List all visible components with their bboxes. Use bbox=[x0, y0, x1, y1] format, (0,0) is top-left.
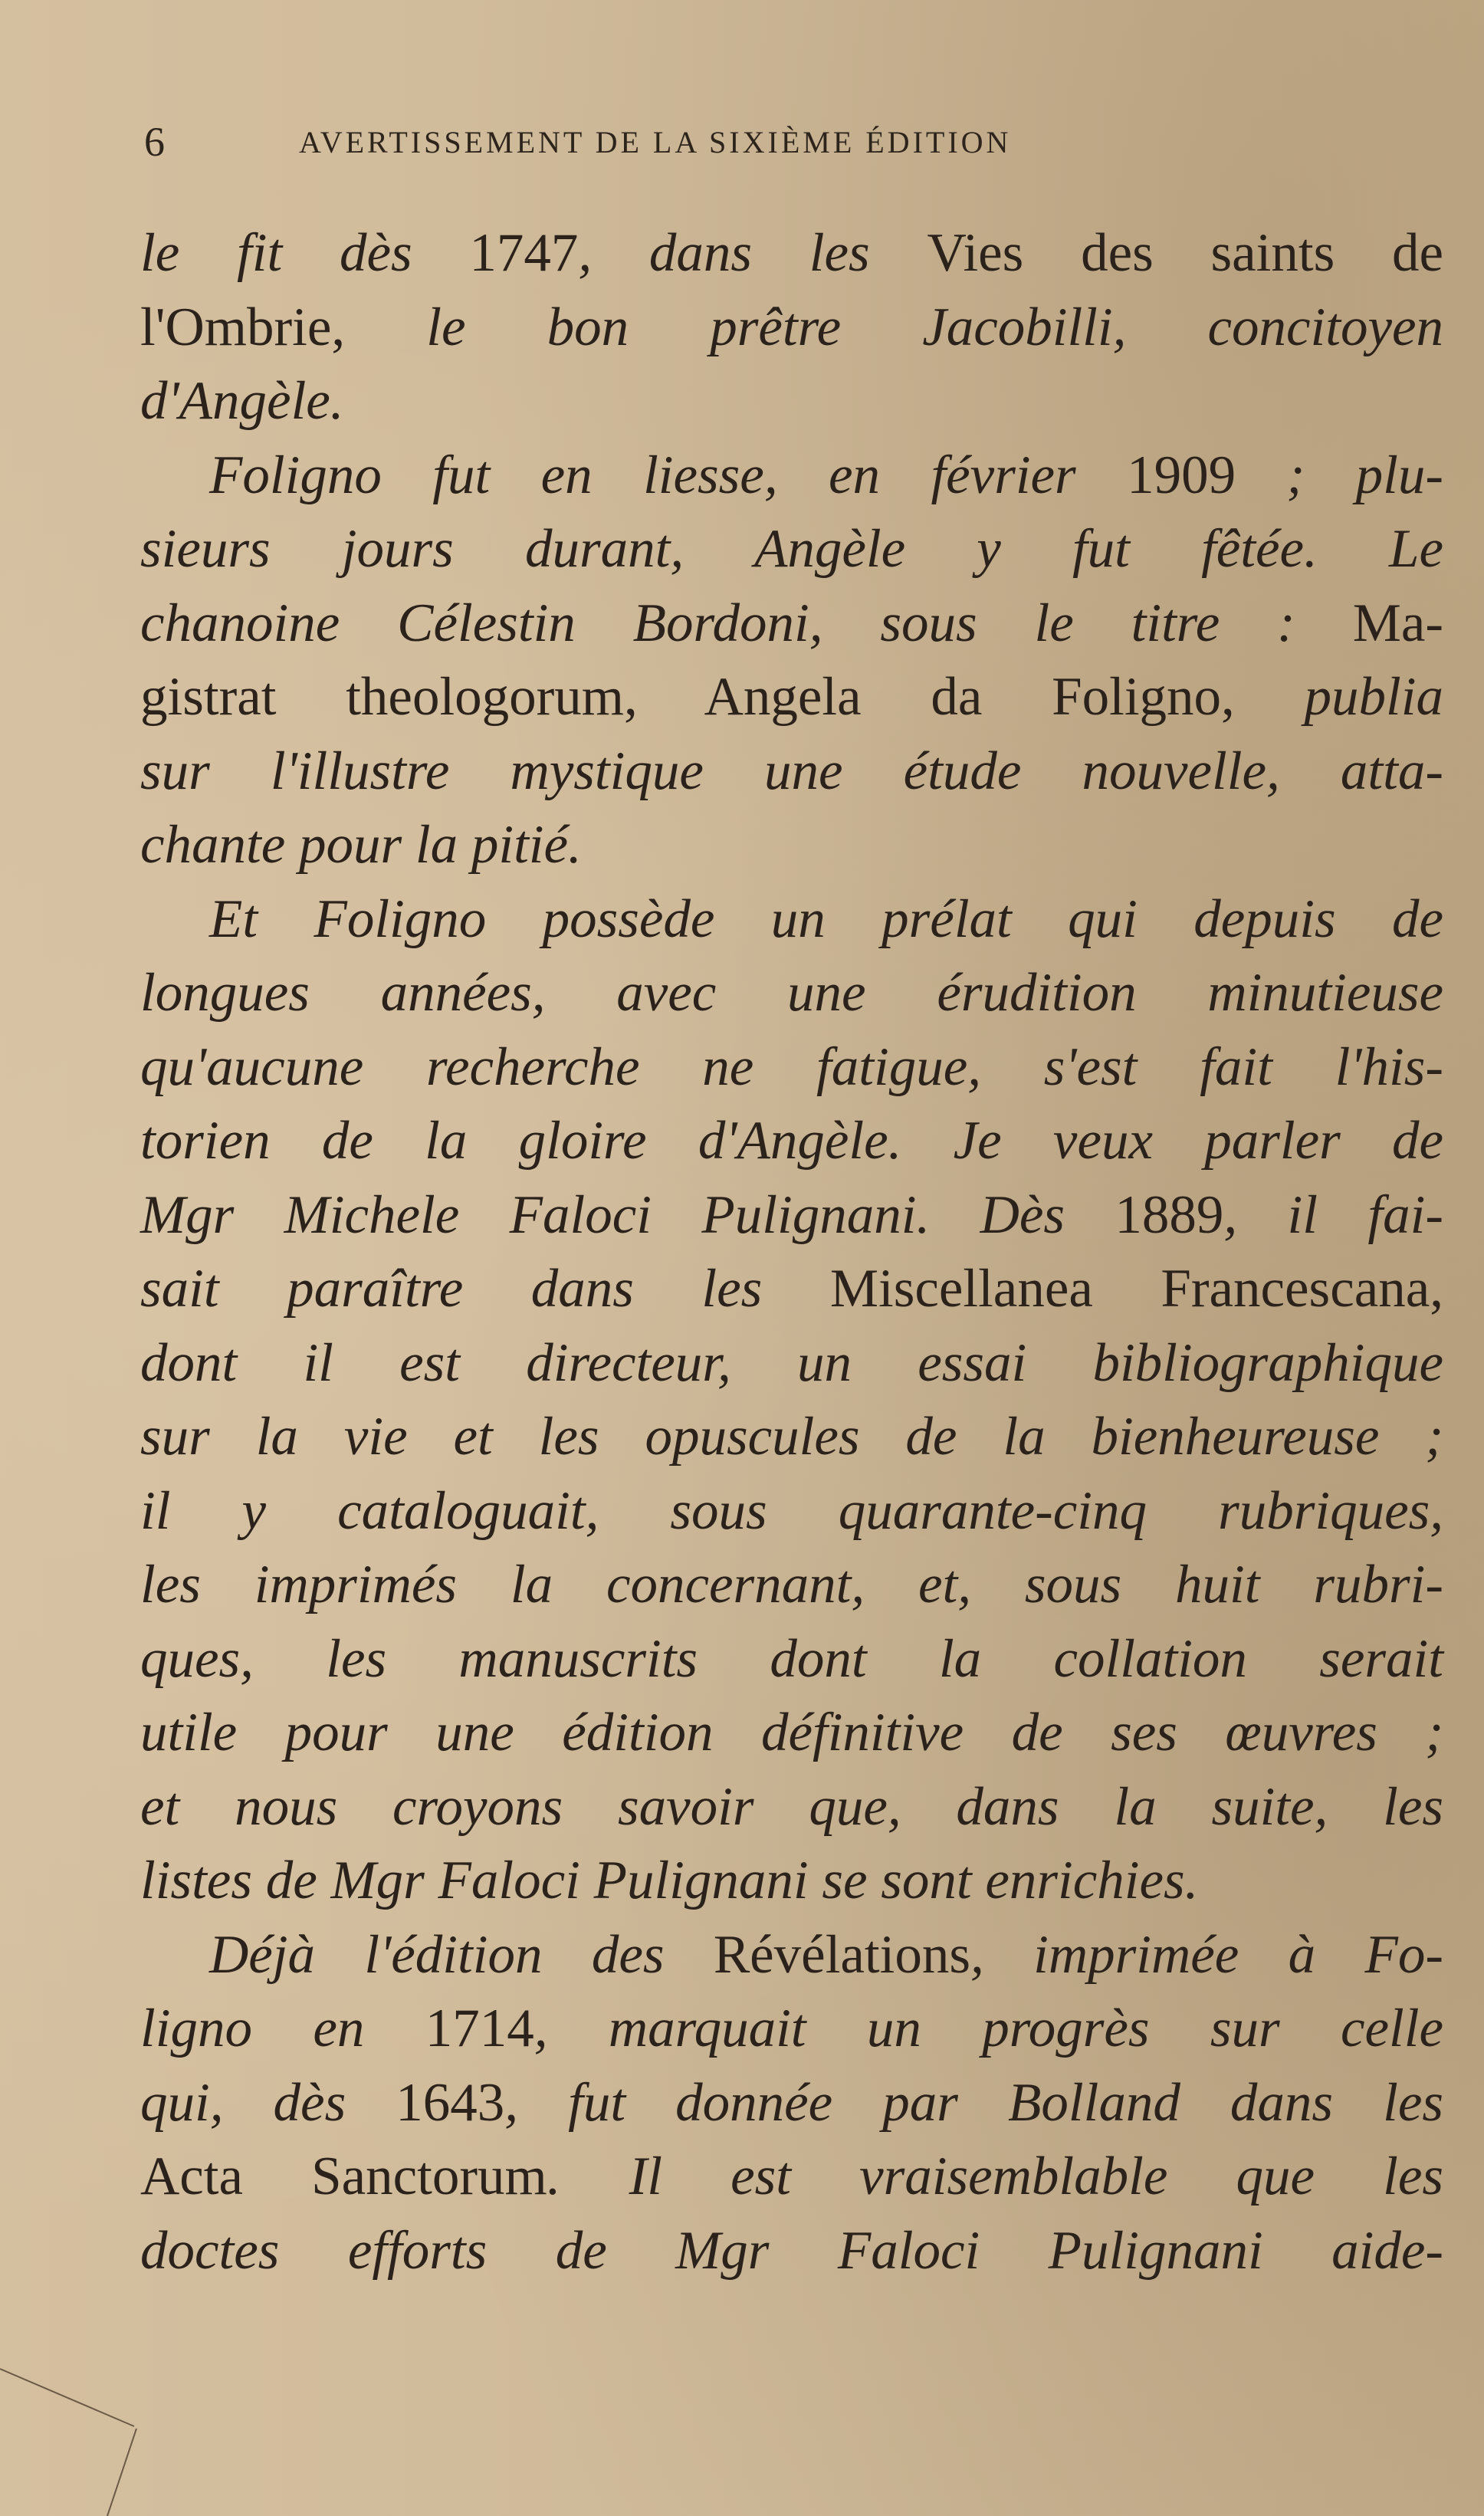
text-line bbox=[140, 364, 1443, 438]
text-run: . Il est vraisemblable que les bbox=[547, 2146, 1444, 2206]
text-run: 1714 bbox=[425, 1999, 534, 2058]
text-run: Déjà l'édition des bbox=[209, 1924, 714, 1985]
text-run: Vies des saints de bbox=[927, 223, 1444, 283]
text-line bbox=[140, 1770, 1443, 1844]
text-run: 1889 bbox=[1115, 1184, 1224, 1245]
text-run: Et Foligno possède un prélat qui depuis de bbox=[209, 888, 1443, 949]
text-run: qu'aucune recherche ne fatigue, s'est fait l'his- bbox=[140, 1036, 1443, 1097]
text-line bbox=[140, 1400, 1443, 1474]
text-run: publia bbox=[1304, 667, 1443, 727]
text-line bbox=[140, 2140, 1443, 2214]
running-head: AVERTISSEMENT DE LA SIXIÈME ÉDITION bbox=[299, 125, 1012, 159]
text-line bbox=[140, 2214, 1443, 2288]
text-line bbox=[140, 1992, 1443, 2066]
text-line bbox=[140, 1178, 1443, 1253]
text-run: Mgr Michele Faloci Pulignani. Dès bbox=[140, 1184, 1115, 1245]
text-run: 1747 bbox=[469, 223, 579, 283]
text-line bbox=[140, 1696, 1443, 1770]
text-run: qui, dès bbox=[140, 2072, 396, 2133]
text-run: le bon prêtre Jacobilli, concitoyen bbox=[426, 297, 1443, 357]
text-run: dont il est directeur, un essai bibliographique bbox=[140, 1332, 1443, 1393]
text-run: le fit dès bbox=[140, 223, 470, 283]
text-run: listes de Mgr Faloci Pulignani se sont enrichies. bbox=[140, 1851, 1199, 1910]
text-run: 1643 bbox=[396, 2072, 505, 2133]
text-line bbox=[140, 512, 1443, 586]
text-line bbox=[140, 1622, 1443, 1696]
text-line bbox=[140, 1326, 1443, 1401]
text-run: ques, les manuscrits dont la collation serait bbox=[140, 1628, 1443, 1689]
text-run: torien de la gloire d'Angèle. Je veux parler de bbox=[140, 1111, 1443, 1171]
text-line bbox=[140, 808, 1443, 882]
text-run: il y cataloguait, sous quarante-cinq rubriques, bbox=[140, 1480, 1443, 1541]
text-line bbox=[140, 586, 1443, 661]
text-line bbox=[140, 1104, 1443, 1178]
text-run: chante pour la pitié. bbox=[140, 815, 582, 875]
text-run: Foligno fut en liesse, en février bbox=[209, 445, 1128, 505]
text-run: ligno en bbox=[140, 1999, 425, 2058]
text-run: , il fai- bbox=[1223, 1184, 1443, 1245]
text-line bbox=[140, 1548, 1443, 1622]
text-line bbox=[140, 882, 1443, 957]
text-run: chanoine Célestin Bordoni, sous le titre : bbox=[140, 593, 1353, 653]
body-text bbox=[140, 216, 1443, 2288]
text-line bbox=[140, 1918, 1443, 1992]
text-run: longues années, avec une érudition minutieuse bbox=[140, 963, 1443, 1023]
page-number: 6 bbox=[144, 119, 165, 165]
text-run: les imprimés la concernant, et, sous huit rubri- bbox=[140, 1555, 1443, 1614]
text-line bbox=[140, 216, 1443, 291]
text-line bbox=[140, 1252, 1443, 1326]
text-line bbox=[140, 1474, 1443, 1549]
text-run: d'Angèle. bbox=[140, 371, 344, 431]
text-run: , fut donnée par Bolland dans les bbox=[504, 2072, 1443, 2133]
text-run: Acta Sanctorum bbox=[140, 2146, 547, 2206]
text-run: Miscellanea Francescana, bbox=[829, 1259, 1443, 1319]
text-run: 1909 bbox=[1127, 445, 1236, 505]
text-run: doctes efforts de Mgr Faloci Pulignani aide- bbox=[140, 2220, 1443, 2281]
text-line bbox=[140, 2066, 1443, 2140]
text-line bbox=[140, 956, 1443, 1030]
text-line bbox=[140, 438, 1443, 513]
text-run: gistrat theologorum, Angela da Foligno, bbox=[140, 667, 1305, 727]
text-line bbox=[140, 660, 1443, 734]
text-run: , imprimée à Fo- bbox=[970, 1924, 1443, 1985]
text-line bbox=[140, 1844, 1443, 1918]
page-header bbox=[138, 115, 1303, 169]
text-run: Révélations bbox=[713, 1924, 971, 1985]
text-run: sur l'illustre mystique une étude nouvelle, atta- bbox=[140, 741, 1443, 801]
text-line bbox=[140, 1030, 1443, 1105]
text-run: l'Ombrie, bbox=[140, 297, 427, 357]
text-run: utile pour une édition définitive de ses œuvres ; bbox=[140, 1703, 1443, 1762]
text-run: sieurs jours durant, Angèle y fut fêtée. Le bbox=[140, 519, 1443, 579]
page-corner-fold-mark bbox=[0, 2338, 153, 2516]
text-run: ; plu- bbox=[1236, 445, 1443, 505]
text-line bbox=[140, 291, 1443, 365]
text-run: sur la vie et les opuscules de la bienheureuse ; bbox=[140, 1407, 1443, 1467]
text-run: , marquait un progrès sur celle bbox=[534, 1999, 1444, 2058]
text-run: sait paraître dans les bbox=[140, 1259, 830, 1319]
text-run: , dans les bbox=[578, 223, 927, 283]
text-line bbox=[140, 734, 1443, 809]
text-run: Ma- bbox=[1352, 593, 1443, 653]
text-run: et nous croyons savoir que, dans la suite, les bbox=[140, 1776, 1443, 1837]
